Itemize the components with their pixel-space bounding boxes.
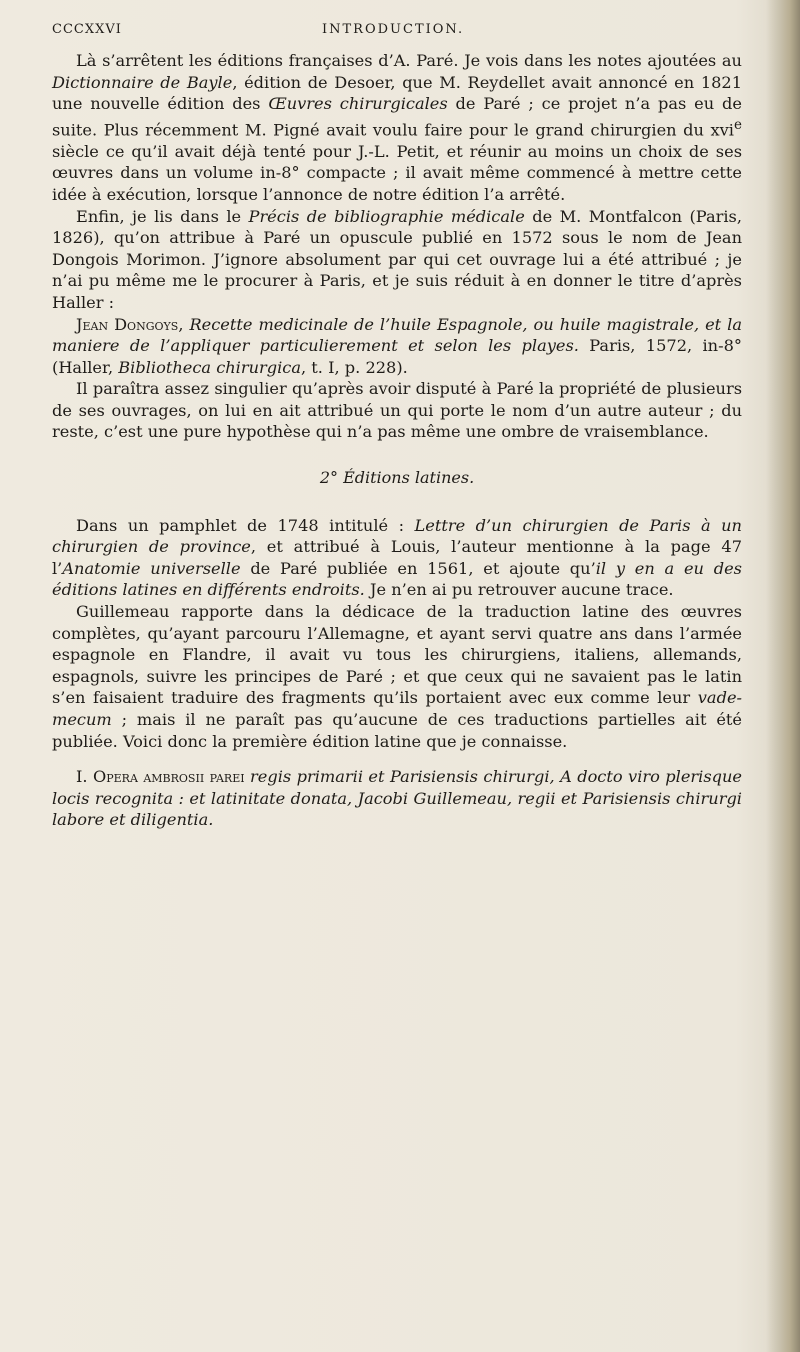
page-edge-shadow [766,0,800,1352]
paragraph-hypothesis: Il paraîtra assez singulier qu’après avoir disputé à Paré la propriété de plusieurs de ses ouvrages, on lui en ait attribué un qui porte le nom d’un autre auteur ; du reste, c’est une pure hypothèse qui n’a pas même une ombre de vraisemblance. [52,379,742,442]
body-text [52,50,742,831]
paragraph-dongoys-citation: Jean Dongoys, Recette medicinale de l’huile Espagnole, ou huile magistrale, et la maniere de l’appliquer particulierement et selon les playes. Paris, 1572, in-8° (Haller, Bibliotheca chirurgica, t. I, p. 228). [52,314,743,377]
paragraph-french-editions: Là s’arrêtent les éditions françaises d’A. Paré. Je vois dans les notes ajoutées au Dictionnaire de Bayle, édition de Desoer, que M. Reydellet avait annoncé en 1821 une nouvelle édition des Œuvres chirurgicales de Paré ; ce projet n’a pas eu de suite. Plus récemment M. Pigné avait voulu faire pour le grand chirurgien du xvi$^e$ siècle ce qu’il avait déjà tenté pour J.-L. Petit, et réunir au moins un choix de ses œuvres dans un volume in-8° compacte ; il avait même commencé à mettre cette idée à exécution, lorsque l’annonce de notre édition l’a arrêté. [52,51,743,204]
running-title: INTRODUCTION. [322,22,465,37]
paragraph-guillemeau: Guillemeau rapporte dans la dédicace de la traduction latine des œuvres complètes, qu’ayant parcouru l’Allemagne, et ayant servi quatre ans dans l’armée espagnole en Flandre, il avait vu tous les chirurgiens, italiens, allemands, espagnols, suivre les principes de Paré ; et que ceux qui ne savaient pas le latin s’en faisaient traduire des fragments qu’ils portaient avec eux comme leur vade-mecum ; mais il ne paraît pas qu’aucune de ces traductions partielles ait été publiée. Voici donc la première édition latine que je connaisse. [52,602,742,751]
running-header [52,22,730,44]
paragraph-opera-entry: I. Opera ambrosii parei regis primarii et Parisiensis chirurgi, A docto viro plerisque locis recognita : et latinitate donata, Jacobi Guillemeau, regii et Parisiensis chirurgi labore et diligentia. [52,767,743,830]
section-heading: 2° Éditions latines. [319,468,475,488]
page-number: CCCXXVI [52,22,122,37]
paragraph-pamphlet: Dans un pamphlet de 1748 intitulé : Lettre d’un chirurgien de Paris à un chirurgien de province, et attribué à Louis, l’auteur mentionne à la page 47 l’Anatomie universelle de Paré publiée en 1561, et ajoute qu’il y en a eu des éditions latines en différents endroits. Je n’en ai pu retrouver aucune trace. [52,515,742,600]
paragraph-montfalcon: Enfin, je lis dans le Précis de bibliographie médicale de M. Montfalcon (Paris, 1826), qu’on attribue à Paré un opuscule publié en 1572 sous le nom de Jean Dongois Morimon. J’ignore absolument par qui cet ouvrage lui a été attribué ; je n’ai pu même me le procurer à Paris, et je suis réduit à en donner le titre d’après Haller : [52,206,742,312]
